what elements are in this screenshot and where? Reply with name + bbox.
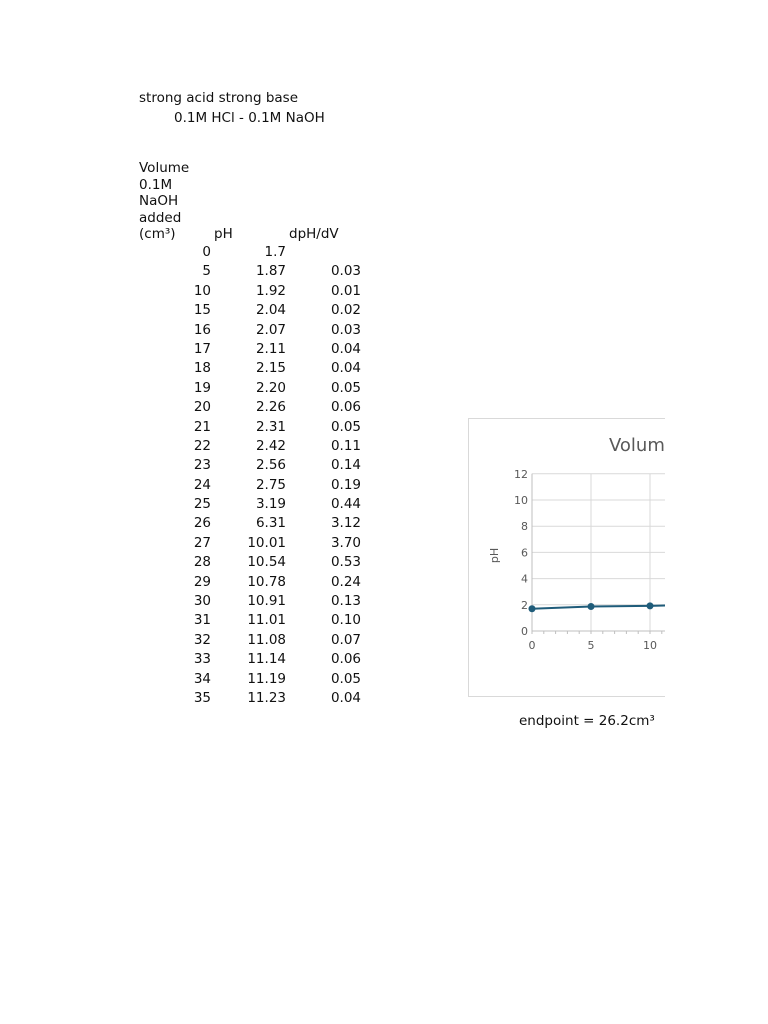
y-tick-label: 8 (521, 520, 528, 534)
y-tick-label: 4 (521, 572, 528, 586)
data-point (529, 605, 536, 612)
cell-dphdv: 0.07 (330, 631, 361, 648)
table-row (139, 302, 369, 321)
table-row (139, 515, 369, 534)
table-row (139, 496, 369, 515)
cell-dphdv: 0.04 (330, 689, 361, 706)
cell-volume: 33 (193, 651, 211, 668)
cell-volume: 15 (193, 302, 211, 319)
header-dphdv: dpH/dV (289, 226, 339, 242)
table-row (139, 419, 369, 438)
y-tick-label: 12 (514, 467, 528, 481)
cell-ph: 11.23 (247, 689, 286, 706)
cell-ph: 6.31 (255, 515, 286, 532)
table-row (139, 612, 369, 631)
cell-ph: 2.20 (255, 379, 286, 396)
cell-ph: 2.42 (255, 437, 286, 454)
header-volume-line: Volume (139, 160, 190, 176)
header-volume (139, 160, 189, 243)
cell-volume: 32 (193, 631, 211, 648)
header-volume-line: NaOH (139, 193, 179, 209)
cell-dphdv: 0.14 (330, 457, 361, 474)
table-row (139, 283, 369, 302)
cell-dphdv: 0.05 (330, 670, 361, 687)
cell-dphdv: 0.44 (330, 496, 361, 513)
cell-dphdv: 0.11 (330, 437, 361, 454)
y-tick-label: 10 (514, 494, 528, 507)
cell-ph: 1.7 (264, 244, 286, 260)
cell-ph: 2.15 (255, 360, 286, 377)
cell-volume: 26 (193, 515, 211, 532)
cell-dphdv: 0.05 (330, 379, 361, 396)
cell-dphdv: 0.13 (330, 593, 361, 610)
cell-volume: 34 (193, 670, 211, 687)
cell-dphdv: 0.04 (330, 340, 361, 357)
cell-dphdv: 0.04 (330, 360, 361, 377)
cell-dphdv: 0.10 (330, 612, 361, 629)
cell-dphdv: 0.06 (330, 399, 361, 416)
y-tick-label: 2 (521, 598, 528, 612)
cell-ph: 2.56 (255, 457, 286, 474)
cell-volume: 25 (193, 496, 211, 513)
table-row (139, 399, 369, 418)
cell-ph: 2.31 (255, 418, 286, 435)
cell-volume: 18 (193, 360, 211, 377)
cell-volume: 21 (193, 418, 211, 435)
cell-ph: 10.78 (247, 573, 286, 590)
cell-ph: 2.07 (255, 321, 286, 338)
cell-dphdv: 0.01 (330, 282, 361, 299)
data-point (647, 602, 654, 609)
table-row (139, 360, 369, 379)
cell-ph: 11.14 (247, 651, 286, 668)
cell-ph: 11.01 (247, 612, 286, 629)
cell-ph: 2.75 (255, 476, 286, 493)
y-axis-label: pH (488, 547, 502, 564)
cell-dphdv: 0.03 (330, 321, 361, 338)
sheet-subtitle: 0.1M HCl - 0.1M NaOH (174, 110, 325, 126)
cell-volume: 29 (193, 573, 211, 590)
cell-volume: 0 (202, 244, 211, 260)
cell-dphdv: 0.24 (330, 573, 361, 590)
table-row (139, 457, 369, 476)
cell-volume: 24 (193, 476, 211, 493)
table-row (139, 477, 369, 496)
cell-ph: 11.19 (247, 670, 286, 687)
cell-volume: 19 (193, 379, 211, 396)
cell-ph: 10.01 (247, 534, 286, 551)
cell-dphdv: 3.12 (330, 515, 361, 532)
y-tick-label: 0 (521, 625, 528, 638)
table-row (139, 574, 369, 593)
table-row (139, 380, 369, 399)
chart-title: Volum (609, 435, 665, 456)
table-row (139, 671, 369, 690)
cell-ph: 11.08 (247, 631, 286, 648)
cell-volume: 16 (193, 321, 211, 338)
cell-volume: 27 (193, 534, 211, 551)
table-row (139, 322, 369, 341)
table-row (139, 632, 369, 651)
cell-dphdv: 0.06 (330, 651, 361, 668)
sheet-title: strong acid strong base (139, 90, 299, 106)
cell-dphdv: 0.02 (330, 302, 361, 319)
chart[interactable] (468, 418, 665, 697)
cell-volume: 5 (202, 263, 211, 280)
cell-volume: 20 (193, 399, 211, 416)
header-volume-line: (cm³) (139, 226, 176, 242)
cell-volume: 35 (193, 689, 211, 706)
cell-volume: 17 (193, 340, 211, 357)
data-table (139, 244, 369, 709)
header-volume-line: 0.1M (139, 176, 173, 193)
header-volume-line: added (139, 209, 182, 226)
cell-ph: 10.54 (247, 554, 286, 571)
table-row (139, 651, 369, 670)
cell-volume: 22 (193, 437, 211, 454)
table-row (139, 593, 369, 612)
cell-ph: 10.91 (247, 593, 286, 610)
cell-ph: 3.19 (255, 496, 286, 513)
cell-dphdv: 0.53 (330, 554, 361, 571)
data-point (588, 603, 595, 610)
table-row (139, 263, 369, 282)
cell-volume: 30 (193, 593, 211, 610)
cell-dphdv: 0.03 (330, 263, 361, 280)
table-row (139, 554, 369, 573)
cell-dphdv: 3.70 (330, 534, 361, 551)
x-tick-label: 10 (643, 639, 657, 652)
cell-dphdv: 0.19 (330, 476, 361, 493)
cell-ph: 1.92 (255, 282, 286, 299)
table-row (139, 535, 369, 554)
cell-dphdv: 0.05 (330, 418, 361, 435)
cell-volume: 28 (193, 554, 211, 571)
table-row (139, 244, 369, 263)
cell-ph: 2.04 (255, 302, 286, 319)
x-tick-label: 5 (587, 639, 595, 652)
cell-ph: 1.87 (255, 263, 286, 280)
endpoint-label: endpoint = 26.2cm³ (519, 713, 655, 729)
table-row (139, 438, 369, 457)
table-row (139, 690, 369, 709)
cell-volume: 31 (193, 612, 211, 629)
table-row (139, 341, 369, 360)
cell-volume: 10 (193, 282, 211, 299)
cell-volume: 23 (193, 457, 211, 474)
y-tick-label: 6 (521, 546, 528, 560)
cell-ph: 2.11 (255, 340, 286, 357)
cell-ph: 2.26 (255, 399, 286, 416)
x-tick-label: 0 (528, 639, 536, 652)
header-ph: pH (214, 226, 233, 242)
